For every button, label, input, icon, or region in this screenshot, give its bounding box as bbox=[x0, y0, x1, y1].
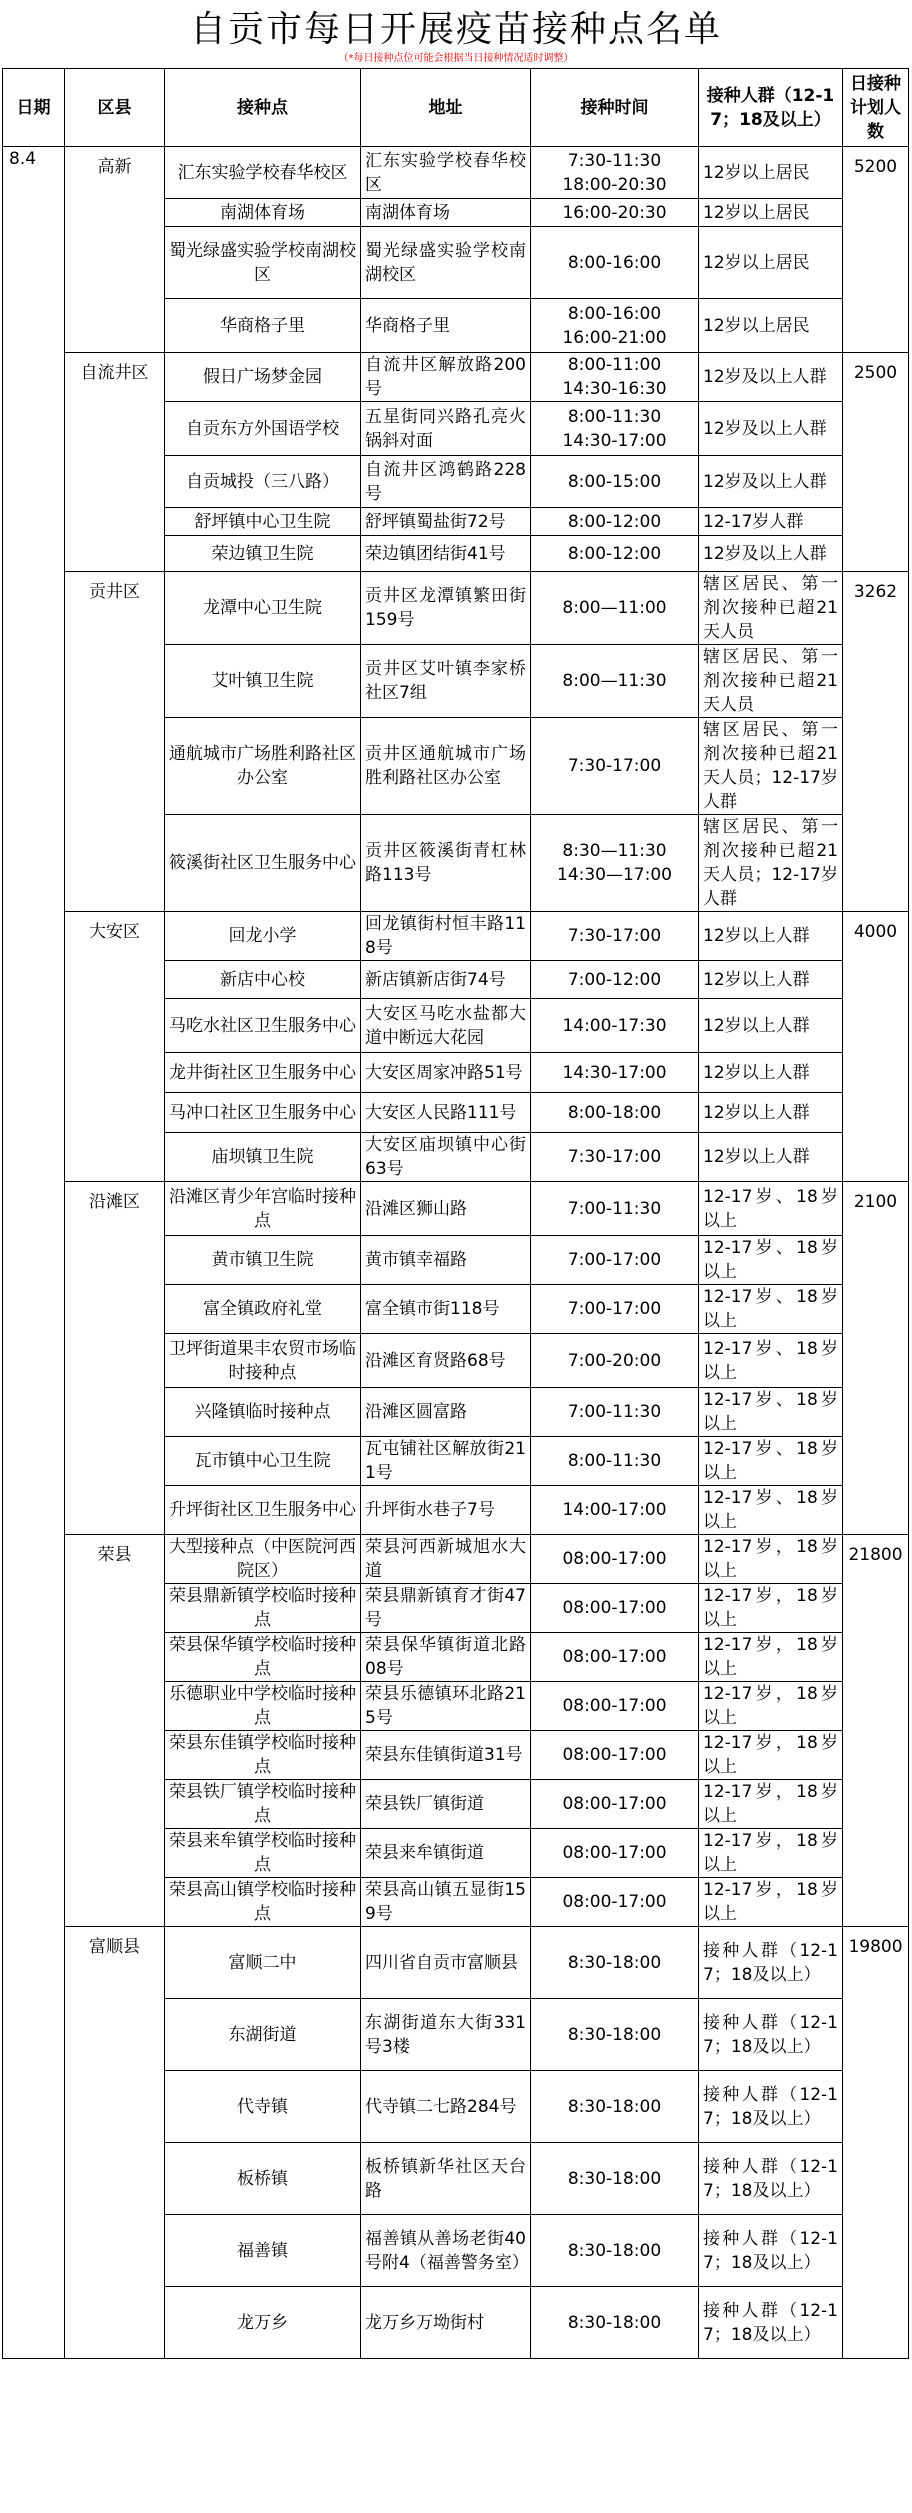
site-cell: 回龙小学 bbox=[165, 912, 361, 961]
crowd-cell: 12-17岁，18岁以上 bbox=[699, 1584, 843, 1633]
site-cell: 东湖街道 bbox=[165, 1999, 361, 2071]
site-cell: 沿滩区青少年宫临时接种点 bbox=[165, 1182, 361, 1236]
crowd-cell: 12岁以上居民 bbox=[699, 227, 843, 299]
crowd-cell: 12-17岁、18岁以上 bbox=[699, 1236, 843, 1285]
crowd-cell: 12岁以上人群 bbox=[699, 1133, 843, 1182]
header-time: 接种时间 bbox=[531, 69, 699, 147]
table-row bbox=[3, 353, 909, 402]
site-cell: 荣边镇卫生院 bbox=[165, 536, 361, 572]
time-cell: 8:00—11:30 bbox=[531, 645, 699, 718]
table-row bbox=[3, 147, 909, 199]
crowd-cell: 12-17岁、18岁以上 bbox=[699, 1388, 843, 1437]
address-cell: 板桥镇新华社区天台路 bbox=[361, 2143, 531, 2215]
address-cell: 大安区庙坝镇中心街63号 bbox=[361, 1133, 531, 1182]
header-plan: 日接种计划人数 bbox=[843, 69, 909, 147]
plan-cell: 19800 bbox=[843, 1927, 909, 2359]
crowd-cell: 12岁以上人群 bbox=[699, 999, 843, 1053]
address-cell: 荣县鼎新镇育才街47号 bbox=[361, 1584, 531, 1633]
time-cell: 7:30-17:00 bbox=[531, 718, 699, 815]
plan-cell: 2500 bbox=[843, 353, 909, 572]
time-cell: 08:00-17:00 bbox=[531, 1829, 699, 1878]
address-cell: 荣边镇团结街41号 bbox=[361, 536, 531, 572]
time-cell: 8:30-18:00 bbox=[531, 2287, 699, 2359]
page-title: 自贡市每日开展疫苗接种点名单 bbox=[189, 9, 722, 50]
address-cell: 沿滩区狮山路 bbox=[361, 1182, 531, 1236]
site-cell: 汇东实验学校春华校区 bbox=[165, 147, 361, 199]
address-cell: 大安区周家冲路51号 bbox=[361, 1053, 531, 1093]
address-cell: 荣县保华镇街道北路08号 bbox=[361, 1633, 531, 1682]
crowd-cell: 辖区居民、第一剂次接种已超21天人员；12-17岁人群 bbox=[699, 718, 843, 815]
plan-cell: 4000 bbox=[843, 912, 909, 1182]
plan-cell: 21800 bbox=[843, 1535, 909, 1927]
address-cell: 升坪街水巷子7号 bbox=[361, 1486, 531, 1535]
address-cell: 新店镇新店街74号 bbox=[361, 961, 531, 999]
time-cell: 8:00-11:30 bbox=[531, 1437, 699, 1486]
site-cell: 自贡东方外国语学校 bbox=[165, 402, 361, 456]
site-cell: 荣县保华镇学校临时接种点 bbox=[165, 1633, 361, 1682]
time-cell: 7:00-17:00 bbox=[531, 1236, 699, 1285]
crowd-cell: 辖区居民、第一剂次接种已超21天人员 bbox=[699, 645, 843, 718]
address-cell: 富全镇市街118号 bbox=[361, 1285, 531, 1334]
time-cell: 7:30-17:00 bbox=[531, 912, 699, 961]
site-cell: 兴隆镇临时接种点 bbox=[165, 1388, 361, 1437]
date-cell: 8.4 bbox=[3, 147, 65, 2359]
address-cell: 福善镇从善场老街40号附4（福善警务室） bbox=[361, 2215, 531, 2287]
address-cell: 东湖街道东大街331号3楼 bbox=[361, 1999, 531, 2071]
time-cell: 8:00-15:00 bbox=[531, 456, 699, 508]
district-cell: 沿滩区 bbox=[65, 1182, 165, 1535]
time-cell: 08:00-17:00 bbox=[531, 1731, 699, 1780]
address-cell: 贡井区艾叶镇李家桥社区7组 bbox=[361, 645, 531, 718]
address-cell: 蜀光绿盛实验学校南湖校区 bbox=[361, 227, 531, 299]
time-cell: 7:00-11:30 bbox=[531, 1388, 699, 1437]
district-cell: 贡井区 bbox=[65, 572, 165, 912]
address-cell: 舒坪镇蜀盐街72号 bbox=[361, 508, 531, 536]
crowd-cell: 辖区居民、第一剂次接种已超21天人员 bbox=[699, 572, 843, 645]
header-date: 日期 bbox=[3, 69, 65, 147]
site-cell: 大型接种点（中医院河西院区） bbox=[165, 1535, 361, 1584]
crowd-cell: 12岁以上人群 bbox=[699, 1053, 843, 1093]
address-cell: 大安区马吃水盐都大道中断远大花园 bbox=[361, 999, 531, 1053]
site-cell: 黄市镇卫生院 bbox=[165, 1236, 361, 1285]
address-cell: 贡井区龙潭镇繁田街159号 bbox=[361, 572, 531, 645]
crowd-cell: 12-17岁，18岁以上 bbox=[699, 1878, 843, 1927]
crowd-cell: 辖区居民、第一剂次接种已超21天人员；12-17岁人群 bbox=[699, 815, 843, 912]
address-cell: 回龙镇街村恒丰路118号 bbox=[361, 912, 531, 961]
crowd-cell: 12岁以上居民 bbox=[699, 299, 843, 353]
address-cell: 四川省自贡市富顺县 bbox=[361, 1927, 531, 1999]
time-cell: 08:00-17:00 bbox=[531, 1780, 699, 1829]
site-cell: 龙万乡 bbox=[165, 2287, 361, 2359]
header-row bbox=[3, 69, 909, 147]
site-cell: 马冲口社区卫生服务中心 bbox=[165, 1093, 361, 1133]
crowd-cell: 接种人群（12-17；18及以上） bbox=[699, 2071, 843, 2143]
site-cell: 龙井街社区卫生服务中心 bbox=[165, 1053, 361, 1093]
district-cell: 荣县 bbox=[65, 1535, 165, 1927]
site-cell: 代寺镇 bbox=[165, 2071, 361, 2143]
address-cell: 贡井区筱溪街青杠林路113号 bbox=[361, 815, 531, 912]
time-cell: 7:30-11:30 18:00-20:30 bbox=[531, 147, 699, 199]
header-crowd: 接种人群（12-17；18及以上） bbox=[699, 69, 843, 147]
address-cell: 五星街同兴路孔亮火锅斜对面 bbox=[361, 402, 531, 456]
time-cell: 8:30-18:00 bbox=[531, 2215, 699, 2287]
time-cell: 8:00-11:00 14:30-16:30 bbox=[531, 353, 699, 402]
site-cell: 自贡城投（三八路） bbox=[165, 456, 361, 508]
address-cell: 荣县来牟镇街道 bbox=[361, 1829, 531, 1878]
crowd-cell: 12-17岁、18岁以上 bbox=[699, 1486, 843, 1535]
time-cell: 14:30-17:00 bbox=[531, 1053, 699, 1093]
site-cell: 马吃水社区卫生服务中心 bbox=[165, 999, 361, 1053]
plan-cell: 5200 bbox=[843, 147, 909, 353]
table-body bbox=[3, 147, 909, 2359]
address-cell: 荣县河西新城旭水大道 bbox=[361, 1535, 531, 1584]
table-row bbox=[3, 1535, 909, 1584]
address-cell: 华商格子里 bbox=[361, 299, 531, 353]
site-cell: 华商格子里 bbox=[165, 299, 361, 353]
address-cell: 自流井区解放路200号 bbox=[361, 353, 531, 402]
time-cell: 08:00-17:00 bbox=[531, 1682, 699, 1731]
time-cell: 08:00-17:00 bbox=[531, 1633, 699, 1682]
address-cell: 瓦屯铺社区解放街211号 bbox=[361, 1437, 531, 1486]
address-cell: 荣县乐德镇环北路215号 bbox=[361, 1682, 531, 1731]
address-cell: 荣县东佳镇街道31号 bbox=[361, 1731, 531, 1780]
time-cell: 08:00-17:00 bbox=[531, 1535, 699, 1584]
header-site: 接种点 bbox=[165, 69, 361, 147]
site-cell: 龙潭中心卫生院 bbox=[165, 572, 361, 645]
time-cell: 7:00-17:00 bbox=[531, 1285, 699, 1334]
crowd-cell: 12-17岁人群 bbox=[699, 508, 843, 536]
site-cell: 蜀光绿盛实验学校南湖校区 bbox=[165, 227, 361, 299]
crowd-cell: 12岁及以上人群 bbox=[699, 536, 843, 572]
plan-cell: 2100 bbox=[843, 1182, 909, 1535]
time-cell: 7:00-11:30 bbox=[531, 1182, 699, 1236]
time-cell: 8:00-18:00 bbox=[531, 1093, 699, 1133]
crowd-cell: 12-17岁、18岁以上 bbox=[699, 1334, 843, 1388]
district-cell: 富顺县 bbox=[65, 1927, 165, 2359]
time-cell: 8:00-12:00 bbox=[531, 508, 699, 536]
site-cell: 舒坪镇中心卫生院 bbox=[165, 508, 361, 536]
time-cell: 16:00-20:30 bbox=[531, 199, 699, 227]
site-cell: 福善镇 bbox=[165, 2215, 361, 2287]
crowd-cell: 12岁及以上人群 bbox=[699, 353, 843, 402]
table-row bbox=[3, 1182, 909, 1236]
site-cell: 南湖体育场 bbox=[165, 199, 361, 227]
time-cell: 8:00-16:00 bbox=[531, 227, 699, 299]
crowd-cell: 12岁以上人群 bbox=[699, 1093, 843, 1133]
time-cell: 8:00—11:00 bbox=[531, 572, 699, 645]
crowd-cell: 接种人群（12-17；18及以上） bbox=[699, 1999, 843, 2071]
time-cell: 8:00-16:00 16:00-21:00 bbox=[531, 299, 699, 353]
site-cell: 乐德职业中学校临时接种点 bbox=[165, 1682, 361, 1731]
crowd-cell: 接种人群（12-17；18及以上） bbox=[699, 2287, 843, 2359]
crowd-cell: 12岁及以上人群 bbox=[699, 456, 843, 508]
time-cell: 14:00-17:30 bbox=[531, 999, 699, 1053]
site-cell: 庙坝镇卫生院 bbox=[165, 1133, 361, 1182]
crowd-cell: 接种人群（12-17；18及以上） bbox=[699, 1927, 843, 1999]
table-row bbox=[3, 1927, 909, 1999]
crowd-cell: 12岁以上人群 bbox=[699, 961, 843, 999]
address-cell: 贡井区通航城市广场胜利路社区办公室 bbox=[361, 718, 531, 815]
district-cell: 高新 bbox=[65, 147, 165, 353]
address-cell: 荣县铁厂镇街道 bbox=[361, 1780, 531, 1829]
time-cell: 8:30-18:00 bbox=[531, 1927, 699, 1999]
time-cell: 14:00-17:00 bbox=[531, 1486, 699, 1535]
time-cell: 08:00-17:00 bbox=[531, 1584, 699, 1633]
time-cell: 8:30-18:00 bbox=[531, 2143, 699, 2215]
time-cell: 08:00-17:00 bbox=[531, 1878, 699, 1927]
page-subtitle: （*每日接种点位可能会根据当日接种情况适时调整） bbox=[338, 53, 574, 64]
crowd-cell: 12岁以上居民 bbox=[699, 147, 843, 199]
site-cell: 升坪街社区卫生服务中心 bbox=[165, 1486, 361, 1535]
site-cell: 通航城市广场胜利路社区办公室 bbox=[165, 718, 361, 815]
crowd-cell: 接种人群（12-17；18及以上） bbox=[699, 2215, 843, 2287]
address-cell: 黄市镇幸福路 bbox=[361, 1236, 531, 1285]
crowd-cell: 12-17岁，18岁以上 bbox=[699, 1731, 843, 1780]
address-cell: 沿滩区育贤路68号 bbox=[361, 1334, 531, 1388]
address-cell: 汇东实验学校春华校区 bbox=[361, 147, 531, 199]
crowd-cell: 接种人群（12-17；18及以上） bbox=[699, 2143, 843, 2215]
crowd-cell: 12-17岁、18岁以上 bbox=[699, 1182, 843, 1236]
address-cell: 荣县高山镇五显街159号 bbox=[361, 1878, 531, 1927]
crowd-cell: 12-17岁，18岁以上 bbox=[699, 1780, 843, 1829]
site-cell: 卫坪街道果丰农贸市场临时接种点 bbox=[165, 1334, 361, 1388]
district-cell: 自流井区 bbox=[65, 353, 165, 572]
site-cell: 荣县高山镇学校临时接种点 bbox=[165, 1878, 361, 1927]
site-cell: 假日广场梦金园 bbox=[165, 353, 361, 402]
crowd-cell: 12岁及以上人群 bbox=[699, 402, 843, 456]
time-cell: 8:30—11:30 14:30—17:00 bbox=[531, 815, 699, 912]
crowd-cell: 12岁以上居民 bbox=[699, 199, 843, 227]
district-cell: 大安区 bbox=[65, 912, 165, 1182]
time-cell: 8:30-18:00 bbox=[531, 2071, 699, 2143]
time-cell: 8:00-11:30 14:30-17:00 bbox=[531, 402, 699, 456]
time-cell: 8:00-12:00 bbox=[531, 536, 699, 572]
crowd-cell: 12岁以上人群 bbox=[699, 912, 843, 961]
address-cell: 沿滩区圆富路 bbox=[361, 1388, 531, 1437]
time-cell: 8:30-18:00 bbox=[531, 1999, 699, 2071]
crowd-cell: 12-17岁，18岁以上 bbox=[699, 1633, 843, 1682]
time-cell: 7:30-17:00 bbox=[531, 1133, 699, 1182]
time-cell: 7:00-12:00 bbox=[531, 961, 699, 999]
address-cell: 代寺镇二七路284号 bbox=[361, 2071, 531, 2143]
site-cell: 筱溪街社区卫生服务中心 bbox=[165, 815, 361, 912]
vaccination-sites-table bbox=[2, 68, 908, 2359]
header-address: 地址 bbox=[361, 69, 531, 147]
header-district: 区县 bbox=[65, 69, 165, 147]
site-cell: 荣县来牟镇学校临时接种点 bbox=[165, 1829, 361, 1878]
site-cell: 富全镇政府礼堂 bbox=[165, 1285, 361, 1334]
time-cell: 7:00-20:00 bbox=[531, 1334, 699, 1388]
address-cell: 南湖体育场 bbox=[361, 199, 531, 227]
address-cell: 龙万乡万坳街村 bbox=[361, 2287, 531, 2359]
table-row bbox=[3, 572, 909, 645]
site-cell: 荣县铁厂镇学校临时接种点 bbox=[165, 1780, 361, 1829]
crowd-cell: 12-17岁，18岁以上 bbox=[699, 1535, 843, 1584]
site-cell: 富顺二中 bbox=[165, 1927, 361, 1999]
site-cell: 荣县东佳镇学校临时接种点 bbox=[165, 1731, 361, 1780]
site-cell: 板桥镇 bbox=[165, 2143, 361, 2215]
crowd-cell: 12-17岁、18岁以上 bbox=[699, 1437, 843, 1486]
address-cell: 大安区人民路111号 bbox=[361, 1093, 531, 1133]
crowd-cell: 12-17岁，18岁以上 bbox=[699, 1682, 843, 1731]
crowd-cell: 12-17岁、18岁以上 bbox=[699, 1285, 843, 1334]
plan-cell: 3262 bbox=[843, 572, 909, 912]
site-cell: 艾叶镇卫生院 bbox=[165, 645, 361, 718]
address-cell: 自流井区鸿鹤路228号 bbox=[361, 456, 531, 508]
table-row bbox=[3, 912, 909, 961]
site-cell: 荣县鼎新镇学校临时接种点 bbox=[165, 1584, 361, 1633]
crowd-cell: 12-17岁，18岁以上 bbox=[699, 1829, 843, 1878]
site-cell: 瓦市镇中心卫生院 bbox=[165, 1437, 361, 1486]
site-cell: 新店中心校 bbox=[165, 961, 361, 999]
